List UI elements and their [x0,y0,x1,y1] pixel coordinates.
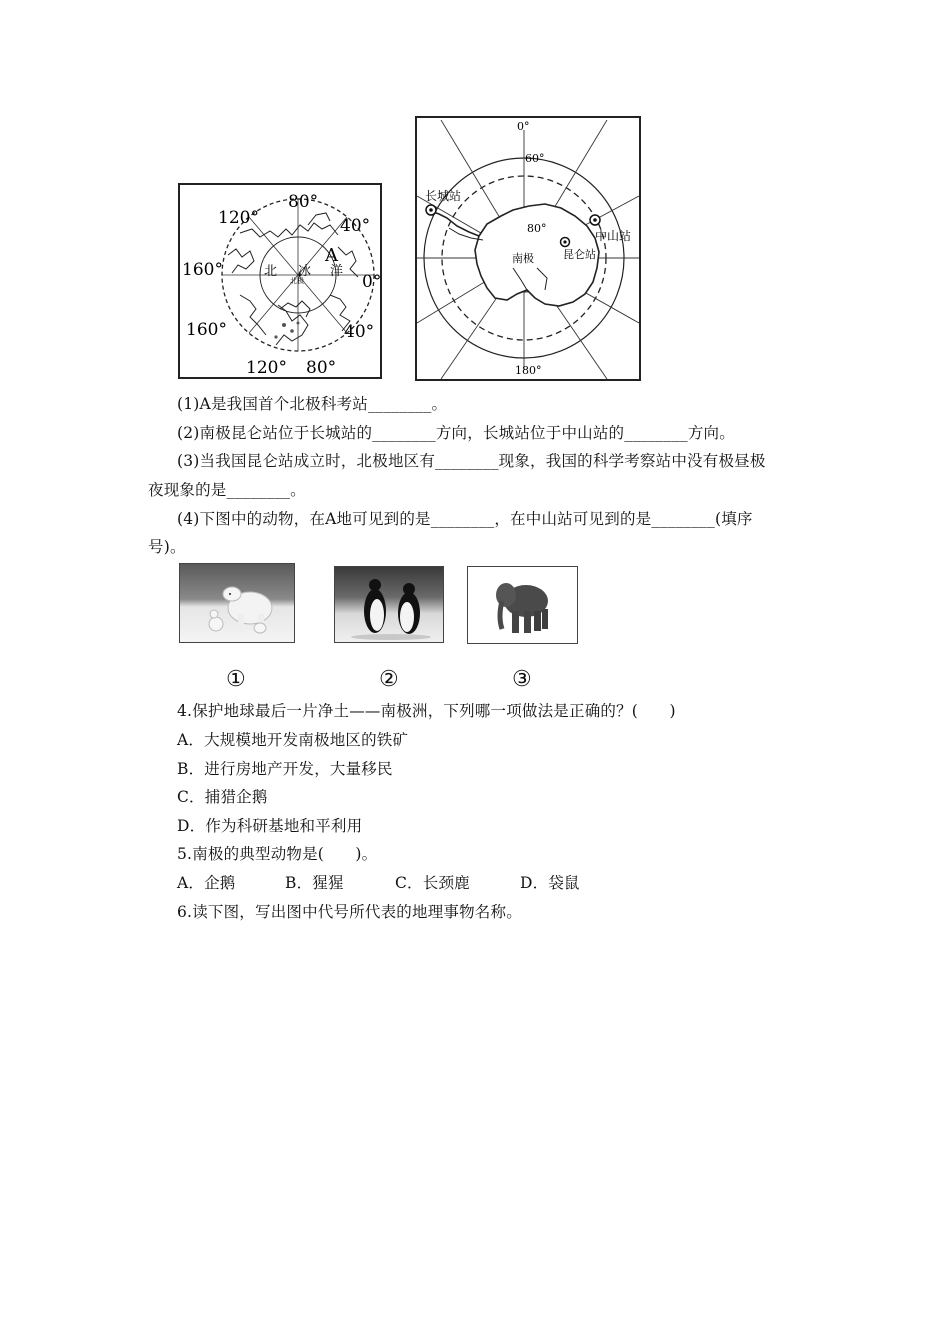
arctic-lon-80-top: 80° [288,192,319,212]
antarctic-lon-180: 180° [515,364,542,377]
question-3-4-line-1: (4)下图中的动物，在A地可见到的是________，在中山站可见到的是________(填序 [177,510,753,528]
question-4-option-a: A．大规模地开发南极地区的铁矿 [177,731,409,749]
arctic-pole-label: 北极 [290,277,304,285]
animal-photo-polar-bear [179,563,295,643]
arctic-lon-120-top: 120° [218,208,259,228]
antarctic-station-changcheng: 长城站 [425,189,462,203]
penguins-drawing [335,567,444,643]
antarctic-station-kunlun: 昆仑站 [563,248,596,261]
arctic-map-drawing [180,185,380,377]
arctic-lon-40-bottom: 40° [344,322,375,342]
antarctic-lon-0: 0° [517,120,530,133]
question-5-option-b: B．猩猩 [285,874,344,892]
animal-number-3: ③ [512,667,532,692]
arctic-map [178,183,382,379]
arctic-lon-40-top: 40° [340,216,371,236]
question-3-4-line-2: 号)。 [148,538,186,556]
animal-number-1: ① [226,667,246,692]
antarctic-map [415,116,641,381]
arctic-lon-120-bottom: 120° [246,358,287,377]
question-6: 6.读下图，写出图中代号所代表的地理事物名称。 [177,903,522,921]
arctic-lon-160-left-top: 160° [182,260,223,280]
question-5-option-d: D．袋鼠 [520,874,580,892]
animal-number-2: ② [379,667,399,692]
elephant-drawing [468,567,578,644]
question-5-option-c: C．长颈鹿 [395,874,470,892]
question-5-option-a: A．企鹅 [177,874,236,892]
antarctic-station-zhongshan: 中山站 [595,229,632,243]
question-3-3-line-2: 夜现象的是________。 [148,481,306,499]
arctic-point-a: A [325,245,338,266]
question-4: 4.保护地球最后一片净土——南极洲，下列哪一项做法是正确的？( ) [177,702,676,720]
question-3-1: (1)A是我国首个北极科考站________。 [177,395,448,413]
antarctic-lat-80: 80° [527,222,547,235]
arctic-lon-160-left-bottom: 160° [186,320,227,340]
question-5: 5.南极的典型动物是( )。 [177,845,378,863]
question-4-option-d: D．作为科研基地和平利用 [177,817,363,835]
animal-photo-elephant [467,566,578,644]
antarctic-lat-60: 60° [525,152,545,165]
question-4-option-b: B．进行房地产开发，大量移民 [177,760,393,778]
animal-photo-penguins [334,566,444,643]
arctic-ocean-char-1: 北 [264,264,278,279]
arctic-ocean-char-2: 冰 [298,264,312,279]
antarctic-pole-label: 南极 [512,252,534,265]
question-3-3-line-1: (3)当我国昆仑站成立时，北极地区有________现象，我国的科学考察站中没有极昼极 [177,452,766,470]
antarctic-map-drawing [417,118,639,379]
polar-bear-drawing [180,564,295,643]
question-3-2: (2)南极昆仑站位于长城站的________方向，长城站位于中山站的________方向。 [177,424,735,442]
arctic-ocean-char-3: 洋 [330,264,344,279]
question-4-option-c: C．捕猎企鹅 [177,788,268,806]
arctic-lon-0: 0° [362,272,380,292]
arctic-lon-80-bottom: 80° [306,358,337,377]
